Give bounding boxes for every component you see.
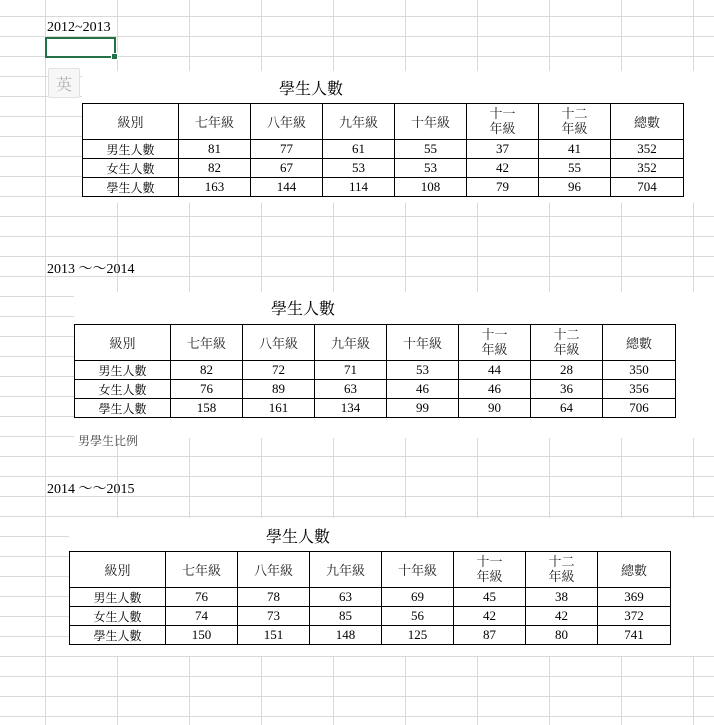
table-cell: 79 bbox=[467, 178, 539, 197]
table-title: 學生人數 bbox=[265, 527, 330, 546]
header-cell: 十年級 bbox=[395, 104, 467, 140]
table-cell: 63 bbox=[310, 588, 382, 607]
table-title: 學生人數 bbox=[278, 79, 343, 98]
table-cell: 69 bbox=[382, 588, 454, 607]
table-cell: 76 bbox=[171, 380, 243, 399]
header-line: 年級 bbox=[548, 569, 575, 585]
table-row bbox=[83, 140, 684, 159]
table-title: 學生人數 bbox=[270, 299, 335, 318]
header-line: 年級 bbox=[553, 342, 580, 358]
header-cell: 八年級 bbox=[238, 552, 310, 588]
header-cell: 八年級 bbox=[243, 325, 315, 361]
table-row bbox=[83, 178, 684, 197]
table-cell: 163 bbox=[179, 178, 251, 197]
student-count-table bbox=[69, 551, 671, 645]
table-cell: 352 bbox=[611, 140, 684, 159]
table-row bbox=[83, 159, 684, 178]
header-line: 年級 bbox=[481, 342, 508, 358]
header-line: 十二 bbox=[548, 554, 575, 570]
table-cell: 706 bbox=[603, 399, 676, 418]
header-cell: 總數 bbox=[611, 104, 684, 140]
table-cell: 55 bbox=[395, 140, 467, 159]
header-cell bbox=[539, 104, 611, 140]
cropped-heading-text: 男學生比例 bbox=[78, 434, 139, 448]
header-line: 年級 bbox=[489, 121, 516, 137]
table-cell: 134 bbox=[315, 399, 387, 418]
year-label-2014[interactable]: 2014 ～～2015 bbox=[47, 482, 135, 497]
table-cell: 741 bbox=[598, 626, 671, 645]
header-cell bbox=[459, 325, 531, 361]
header-cell: 十年級 bbox=[382, 552, 454, 588]
student-count-table bbox=[74, 324, 676, 418]
table-cell: 44 bbox=[459, 361, 531, 380]
table-cell: 74 bbox=[166, 607, 238, 626]
header-cell bbox=[526, 552, 598, 588]
header-cell: 七年級 bbox=[166, 552, 238, 588]
row-label: 學生人數 bbox=[70, 626, 166, 645]
table-cell: 53 bbox=[395, 159, 467, 178]
table-cell: 38 bbox=[526, 588, 598, 607]
table-picture-2012[interactable] bbox=[82, 71, 714, 203]
student-count-table bbox=[82, 103, 684, 197]
table-cell: 56 bbox=[382, 607, 454, 626]
table-cell: 67 bbox=[251, 159, 323, 178]
row-label: 女生人數 bbox=[75, 380, 171, 399]
header-line: 十二 bbox=[553, 327, 580, 343]
year-label-2013[interactable]: 2013 ～～2014 bbox=[47, 262, 135, 277]
table-cell: 350 bbox=[603, 361, 676, 380]
table-cell: 73 bbox=[238, 607, 310, 626]
table-cell: 28 bbox=[531, 361, 603, 380]
table-cell: 63 bbox=[315, 380, 387, 399]
header-row bbox=[75, 325, 676, 361]
row-label: 女生人數 bbox=[83, 159, 179, 178]
table-cell: 82 bbox=[171, 361, 243, 380]
table-cell: 37 bbox=[467, 140, 539, 159]
table-cell: 704 bbox=[611, 178, 684, 197]
table-cell: 53 bbox=[387, 361, 459, 380]
table-cell: 96 bbox=[539, 178, 611, 197]
table-row bbox=[75, 399, 676, 418]
header-line: 十一 bbox=[489, 106, 516, 122]
header-cell bbox=[531, 325, 603, 361]
table-cell: 80 bbox=[526, 626, 598, 645]
table-cell: 46 bbox=[459, 380, 531, 399]
cropped-heading bbox=[78, 434, 139, 448]
table-cell: 352 bbox=[611, 159, 684, 178]
table-cell: 41 bbox=[539, 140, 611, 159]
ime-english-icon: 英 bbox=[55, 74, 72, 94]
table-cell: 144 bbox=[251, 178, 323, 197]
table-cell: 114 bbox=[323, 178, 395, 197]
table-picture-2014[interactable] bbox=[69, 518, 714, 656]
table-picture-2013[interactable] bbox=[74, 292, 714, 438]
table-cell: 36 bbox=[531, 380, 603, 399]
table-cell: 85 bbox=[310, 607, 382, 626]
header-cell: 七年級 bbox=[171, 325, 243, 361]
table-cell: 64 bbox=[531, 399, 603, 418]
table-cell: 356 bbox=[603, 380, 676, 399]
table-cell: 89 bbox=[243, 380, 315, 399]
table-cell: 99 bbox=[387, 399, 459, 418]
header-line: 十二 bbox=[561, 106, 588, 122]
header-cell: 八年級 bbox=[251, 104, 323, 140]
header-cell: 級別 bbox=[75, 325, 171, 361]
row-label: 學生人數 bbox=[75, 399, 171, 418]
table-cell: 71 bbox=[315, 361, 387, 380]
table-cell: 61 bbox=[323, 140, 395, 159]
header-cell: 總數 bbox=[603, 325, 676, 361]
table-cell: 161 bbox=[243, 399, 315, 418]
row-label: 學生人數 bbox=[83, 178, 179, 197]
table-row bbox=[70, 607, 671, 626]
header-cell bbox=[454, 552, 526, 588]
header-cell bbox=[467, 104, 539, 140]
table-cell: 72 bbox=[243, 361, 315, 380]
header-cell: 十年級 bbox=[387, 325, 459, 361]
table-cell: 82 bbox=[179, 159, 251, 178]
table-cell: 151 bbox=[238, 626, 310, 645]
table-cell: 42 bbox=[454, 607, 526, 626]
table-cell: 158 bbox=[171, 399, 243, 418]
table-cell: 46 bbox=[387, 380, 459, 399]
table-cell: 78 bbox=[238, 588, 310, 607]
year-label-2012[interactable]: 2012~2013 bbox=[47, 20, 111, 35]
table-cell: 42 bbox=[467, 159, 539, 178]
header-cell: 九年級 bbox=[310, 552, 382, 588]
header-cell: 總數 bbox=[598, 552, 671, 588]
header-line: 十一 bbox=[476, 554, 503, 570]
table-cell: 53 bbox=[323, 159, 395, 178]
table-cell: 81 bbox=[179, 140, 251, 159]
fill-handle[interactable] bbox=[111, 53, 118, 60]
table-cell: 369 bbox=[598, 588, 671, 607]
table-cell: 90 bbox=[459, 399, 531, 418]
table-cell: 372 bbox=[598, 607, 671, 626]
table-cell: 42 bbox=[526, 607, 598, 626]
table-row bbox=[70, 588, 671, 607]
header-row bbox=[70, 552, 671, 588]
header-cell: 級別 bbox=[83, 104, 179, 140]
header-cell: 級別 bbox=[70, 552, 166, 588]
header-line: 年級 bbox=[561, 121, 588, 137]
table-cell: 148 bbox=[310, 626, 382, 645]
table-cell: 125 bbox=[382, 626, 454, 645]
table-row bbox=[75, 361, 676, 380]
active-cell-selection[interactable] bbox=[45, 37, 116, 58]
row-label: 男生人數 bbox=[70, 588, 166, 607]
table-cell: 87 bbox=[454, 626, 526, 645]
table-cell: 108 bbox=[395, 178, 467, 197]
header-line: 十一 bbox=[481, 327, 508, 343]
header-cell: 九年級 bbox=[315, 325, 387, 361]
header-cell: 九年級 bbox=[323, 104, 395, 140]
table-cell: 150 bbox=[166, 626, 238, 645]
row-label: 男生人數 bbox=[83, 140, 179, 159]
header-cell: 七年級 bbox=[179, 104, 251, 140]
ime-mode-indicator[interactable] bbox=[48, 68, 80, 98]
table-row bbox=[70, 626, 671, 645]
row-label: 男生人數 bbox=[75, 361, 171, 380]
row-label: 女生人數 bbox=[70, 607, 166, 626]
table-row bbox=[75, 380, 676, 399]
header-line: 年級 bbox=[476, 569, 503, 585]
table-cell: 55 bbox=[539, 159, 611, 178]
table-cell: 45 bbox=[454, 588, 526, 607]
table-cell: 76 bbox=[166, 588, 238, 607]
table-cell: 77 bbox=[251, 140, 323, 159]
header-row bbox=[83, 104, 684, 140]
